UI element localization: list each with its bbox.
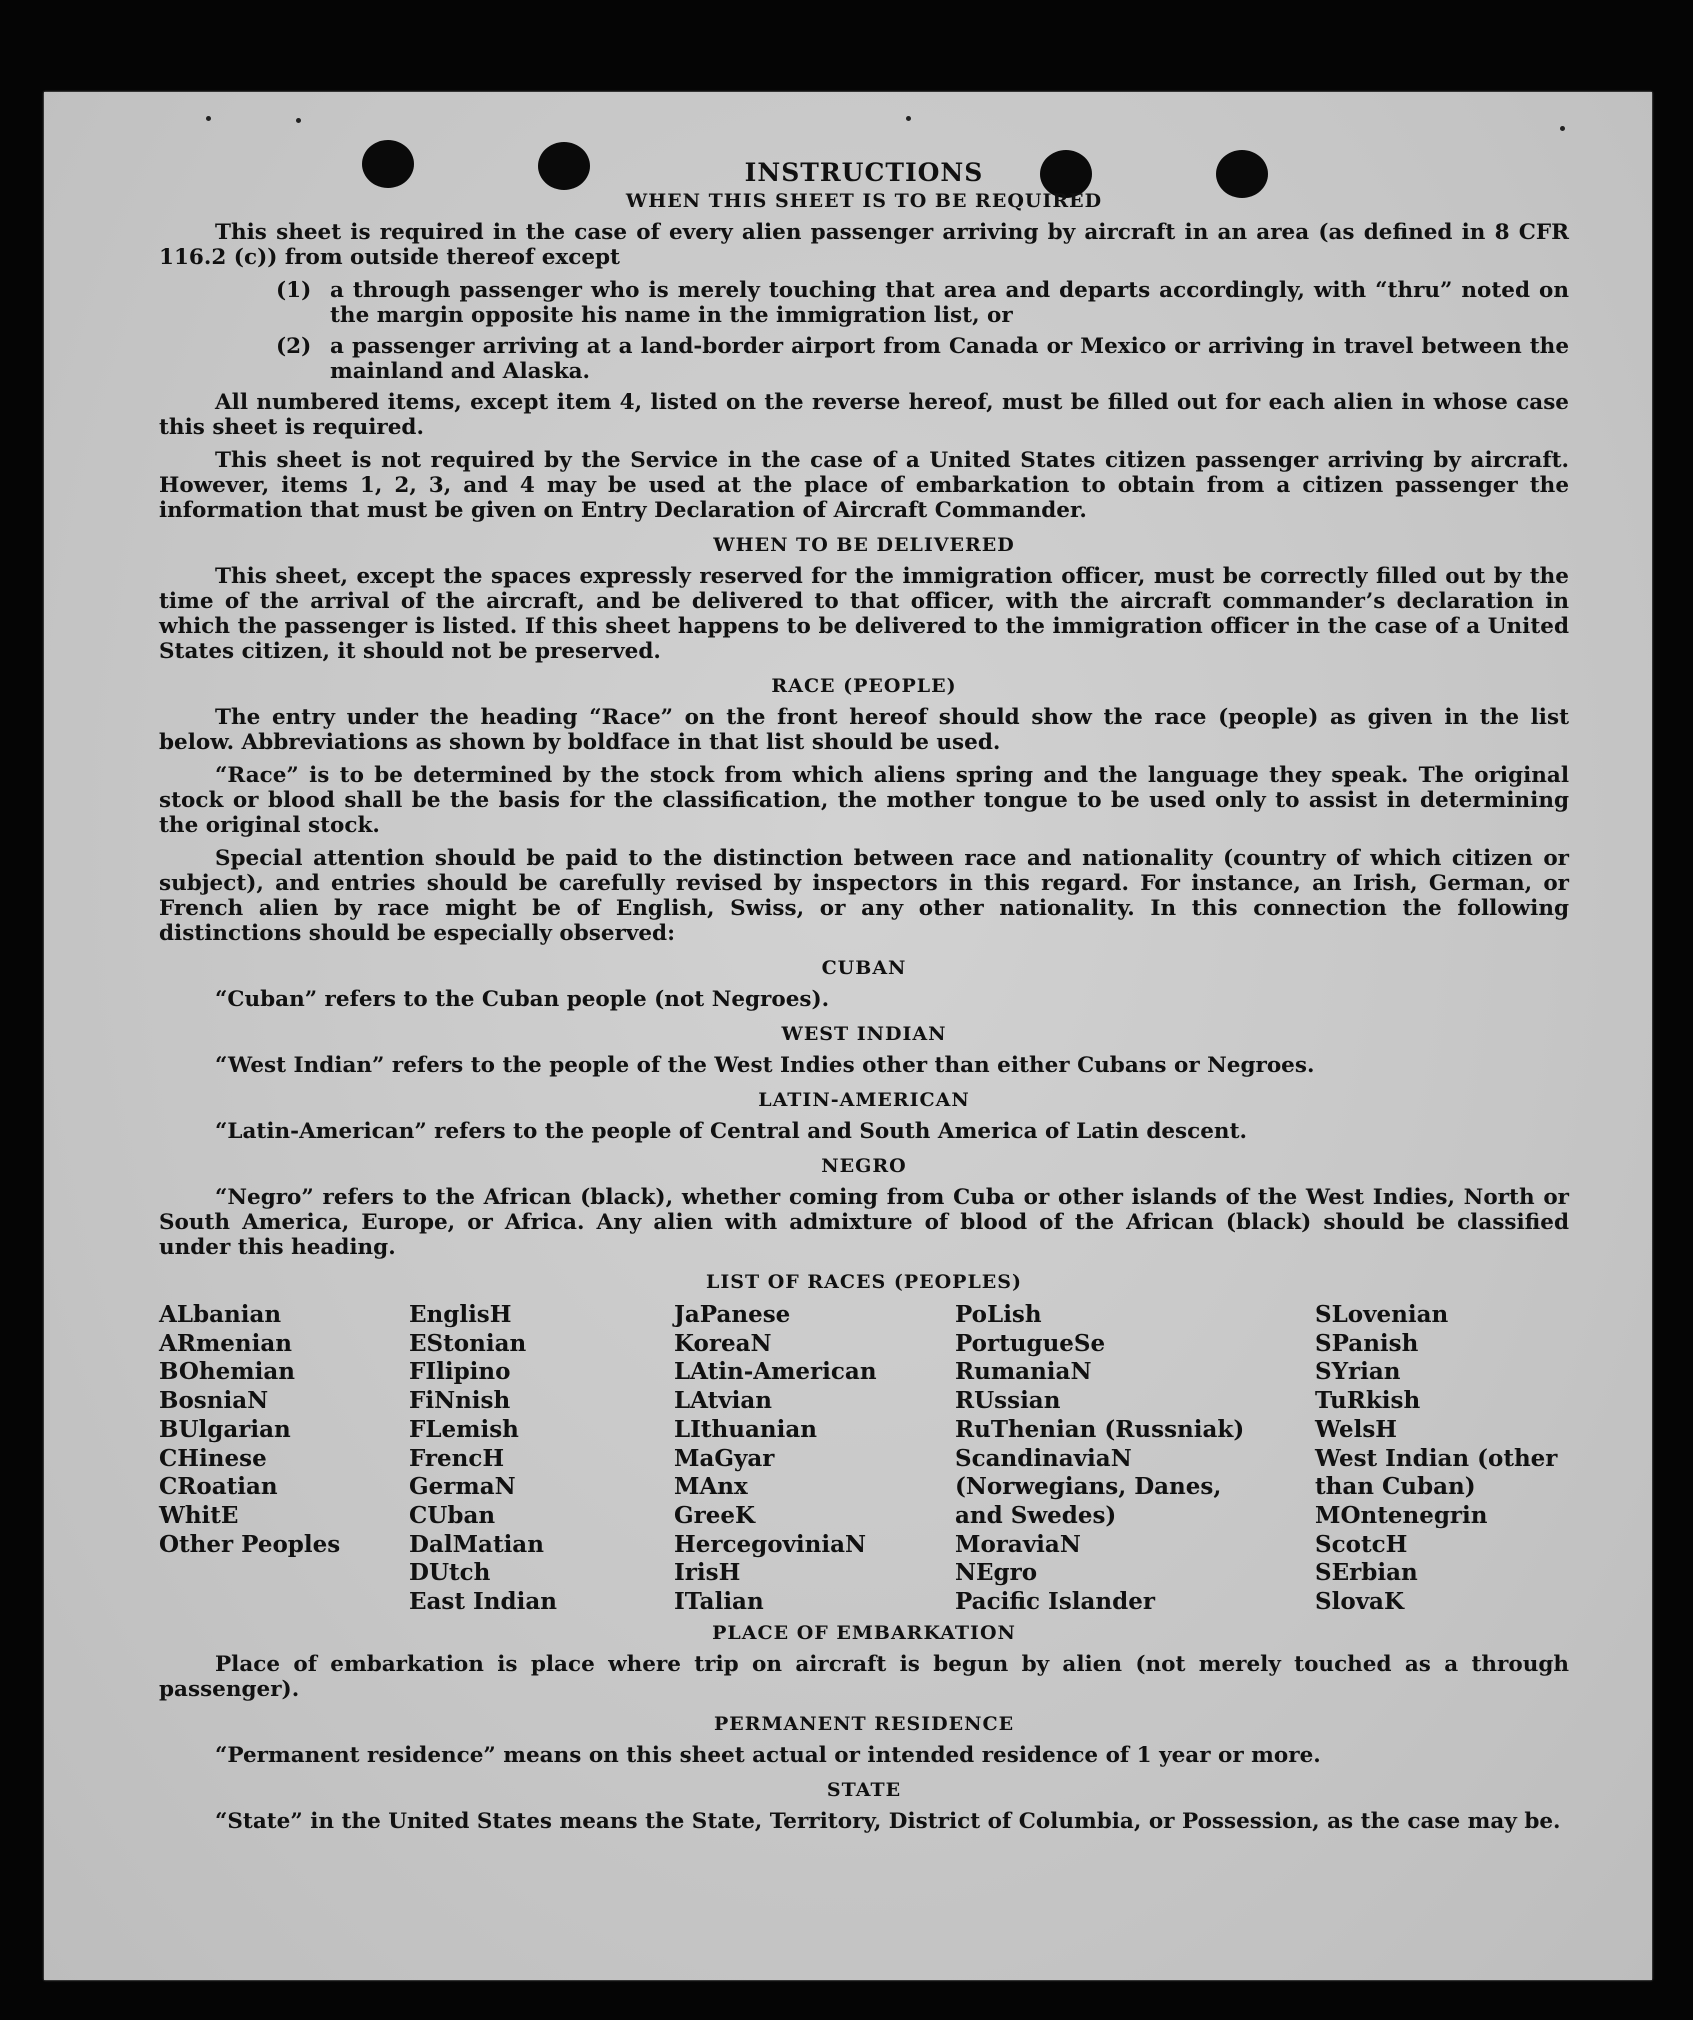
race-entry: TuRkish [1315,1387,1421,1415]
race-entry: ALbanian [159,1301,282,1328]
race-entry [159,1588,409,1617]
race-entry: MOntenegrin [1315,1501,1488,1529]
heading-negro: NEGRO [821,1155,907,1177]
race-entry: RuThenian (Russniak) [955,1415,1245,1443]
race-entry: MaGyar [674,1444,775,1472]
race-entry: PoLish [955,1301,1042,1328]
when-required-intro: This sheet is required in the case of every alien passenger arriving by aircraft in an area (as defined in 8 CFR 116.2 (c)) from outside thereof except [159,220,1569,270]
race-entry: FrencH [409,1444,505,1472]
race-entry: LAtin-American [674,1358,877,1386]
speck [906,116,911,121]
exception-number: (1) [276,278,312,303]
heading-place-of-embarkation: PLACE OF EMBARKATION [712,1621,1016,1644]
race-entry: LAtvian [674,1387,772,1415]
heading-latin-american: LATIN-AMERICAN [758,1089,970,1111]
race-entry: SLovenian [1315,1301,1449,1328]
heading-race: RACE (PEOPLE) [771,675,957,697]
page-title: INSTRUCTIONS [744,158,984,187]
race-entry: KoreaN [674,1329,772,1357]
race-entry: WelsH [1315,1415,1398,1443]
when-delivered-paragraph: This sheet, except the spaces expressly reserved for the immigration officer, must be correctly filled out by the time of the arrival of the aircraft, and be delivered to that officer, with the aircraft commander’s declaration in which the passenger is listed. If this sheet happens to be delivered to the immigration officer in the case of a United States citizen, it should not be preserved. [159,564,1569,664]
race-entry: CHinese [159,1444,267,1472]
exception-number: (2) [276,334,312,359]
race-entry: NEgro [955,1559,1038,1587]
race-entry: LIthuanian [674,1415,817,1443]
cuban-definition: “Cuban” refers to the Cuban people (not Negroes). [215,987,830,1012]
race-entry: MAnx [674,1473,748,1501]
permanent-residence-text: “Permanent residence” means on this sheet actual or intended residence of 1 year or more. [215,1742,1321,1768]
race-entry: IrisH [674,1559,741,1587]
heading-list-of-races: LIST OF RACES (PEOPLES) [706,1271,1022,1293]
race-entry: BosniaN [159,1387,269,1415]
race-entry: GreeK [674,1501,756,1529]
race-entry [159,1559,409,1588]
race-entry: Other Peoples [159,1530,341,1558]
race-entry: SErbian [1315,1559,1418,1587]
race-entry: SPanish [1315,1329,1419,1357]
race-entry: SYrian [1315,1358,1401,1386]
race-paragraph-2: “Race” is to be determined by the stock from which aliens spring and the language they speak. The original stock or blood shall be the basis for the classification, the mother tongue to be used only to assist in determining the original stock. [159,763,1569,838]
race-entry: ScotcH [1315,1530,1408,1558]
heading-when-delivered: WHEN TO BE DELIVERED [713,534,1015,556]
race-entry: DalMatian [409,1530,544,1558]
race-entry: ARmenian [159,1329,293,1357]
heading-state: STATE [826,1778,902,1801]
numbered-items-paragraph: All numbered items, except item 4, listed on the reverse hereof, must be filled out for each alien in whose case this sheet is required. [159,390,1569,440]
race-paragraph-3: Special attention should be paid to the distinction between race and nationality (country of which citizen or subject), and entries should be carefully revised by inspectors in this regard. For instance, an Irish, German, or French alien by race might be of English, Swiss, or any other nationality. In this connection the following distinctions should be especially observed: [159,846,1569,946]
race-entry: FIlipino [409,1358,511,1386]
exception-text: a passenger arriving at a land-border airport from Canada or Mexico or arriving in travel between the mainland and Alaska. [330,334,1569,384]
race-entry: PortugueSe [955,1329,1106,1357]
race-entry: EStonian [409,1329,527,1357]
citizen-paragraph: This sheet is not required by the Service in the case of a United States citizen passenger arriving by aircraft. However, items 1, 2, 3, and 4 may be used at the place of embarkation to obtain from a citizen passenger the information that must be given on Entry Declaration of Aircraft Commander. [159,448,1569,523]
race-entry: CUban [409,1501,496,1529]
race-entry: ScandinaviaN (Norwegians, Danes, and Swedes) [955,1444,1222,1529]
race-entry: East Indian [409,1588,557,1616]
race-entry: Pacific Islander [955,1588,1155,1616]
speck [1560,126,1565,131]
race-entry: BOhemian [159,1358,295,1386]
latin-american-definition: “Latin-American” refers to the people of Central and South America of Latin descent. [215,1119,1247,1144]
state-text: “State” in the United States means the State, Territory, District of Columbia, or Possession, as the case may be. [215,1808,1561,1834]
race-entry: GermaN [409,1473,516,1501]
race-entry: RumaniaN [955,1358,1092,1386]
race-entry: FLemish [409,1415,519,1443]
race-entry: FiNnish [409,1387,511,1415]
heading-permanent-residence: PERMANENT RESIDENCE [713,1712,1015,1735]
race-entry: JaPanese [674,1301,791,1328]
race-entry: DUtch [409,1559,491,1587]
negro-definition: “Negro” refers to the African (black), whether coming from Cuba or other islands of the West Indies, North or South America, Europe, or Africa. Any alien with admixture of blood of the African (black) should be classified under this heading. [159,1185,1569,1260]
instructions-text [159,160,1569,1842]
exception-text: a through passenger who is merely touching that area and departs accordingly, with “thru” noted on the margin opposite his name in the immigration list, or [330,278,1569,328]
speck [206,116,211,121]
race-entry: CRoatian [159,1473,278,1501]
exception-item [159,334,1569,384]
heading-when-required: WHEN THIS SHEET IS TO BE REQUIRED [625,190,1103,212]
race-entry: ITalian [674,1588,764,1616]
race-entry: RUssian [955,1387,1061,1415]
race-entry: SlovaK [1315,1588,1404,1616]
races-list [159,1301,1569,1617]
race-entry: West Indian (other than Cuban) [1315,1444,1558,1501]
speck [296,118,301,123]
race-entry: WhitE [159,1501,239,1529]
heading-cuban: CUBAN [821,957,907,979]
place-of-embarkation-text: Place of embarkation is place where trip on aircraft is begun by alien (not merely touched as a through passenger). [159,1651,1569,1702]
race-entry: MoraviaN [955,1530,1081,1558]
race-entry: HercegoviniaN [674,1530,867,1558]
heading-west-indian: WEST INDIAN [781,1023,947,1045]
exception-item [159,278,1569,328]
west-indian-definition: “West Indian” refers to the people of the West Indies other than either Cubans or Negroes. [215,1053,1315,1078]
race-entry: BUlgarian [159,1415,291,1443]
race-paragraph-1: The entry under the heading “Race” on the front hereof should show the race (people) as given in the list below. Abbreviations as shown by boldface in that list should be used. [159,705,1569,755]
race-entry: EnglisH [409,1301,512,1328]
